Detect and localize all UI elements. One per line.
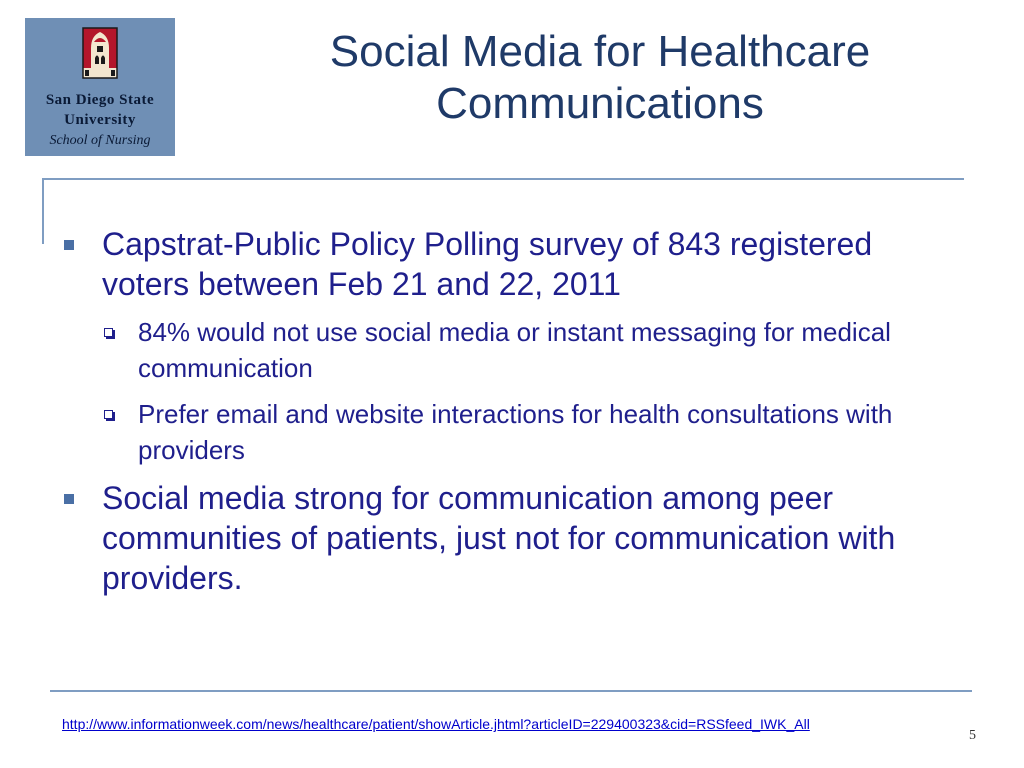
page-number: 5 <box>969 728 976 743</box>
top-divider <box>42 178 964 180</box>
logo-university-line2: University <box>64 112 136 128</box>
left-accent-line <box>42 178 44 244</box>
hollow-square-bullet-icon <box>104 410 113 419</box>
source-link[interactable]: http://www.informationweek.com/news/healthcare/patient/showArticle.jhtml?articleID=229400323&cid=RSSfeed_IWK_All <box>62 716 810 732</box>
sub-bullet-text: Prefer email and website interactions for health consultations with providers <box>138 399 893 465</box>
bullet-text: Social media strong for communication among peer communities of patients, just not for communication with providers. <box>102 480 896 596</box>
slide-title-line2: Communications <box>436 79 764 128</box>
logo-university-line1: San Diego State <box>45 92 155 108</box>
bullet-item <box>60 478 960 598</box>
sdsu-logo <box>25 18 175 156</box>
sub-bullet-item <box>60 314 960 386</box>
sub-bullet-item <box>60 396 960 468</box>
square-bullet-icon <box>64 494 74 504</box>
logo-school-name: School of Nursing <box>49 133 151 148</box>
mission-tower-emblem-icon <box>77 24 123 82</box>
bullet-text: Capstrat-Public Policy Polling survey of 843 registered voters between Feb 21 and 22, 2011 <box>102 226 873 302</box>
hollow-square-bullet-icon <box>104 328 113 337</box>
bullet-item <box>60 224 960 304</box>
bottom-divider <box>50 690 972 692</box>
sub-bullet-text: 84% would not use social media or instant messaging for medical communication <box>138 317 891 383</box>
slide-body <box>60 224 960 608</box>
square-bullet-icon <box>64 240 74 250</box>
slide-title <box>200 26 1000 130</box>
slide-title-line1: Social Media for Healthcare <box>329 27 871 76</box>
